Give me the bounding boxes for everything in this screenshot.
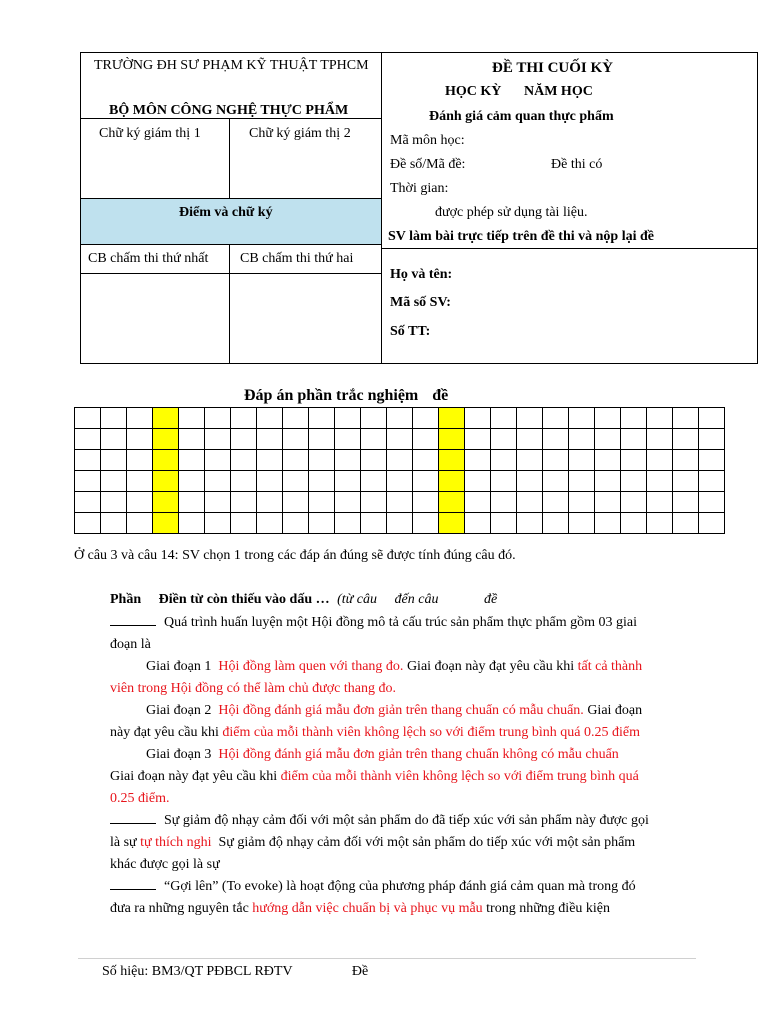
stage1-text: Giai đoạn này đạt yêu cầu khi: [406, 659, 575, 674]
answer-cell[interactable]: [205, 471, 231, 492]
answer-cell[interactable]: [179, 408, 205, 429]
answer-cell[interactable]: [153, 492, 179, 513]
materials-note: được phép sử dụng tài liệu.: [435, 205, 588, 220]
answer-cell[interactable]: [335, 408, 361, 429]
answer-cell[interactable]: [543, 471, 569, 492]
answer-cell[interactable]: [309, 408, 335, 429]
answer-cell[interactable]: [673, 408, 699, 429]
answer-cell[interactable]: [621, 492, 647, 513]
answer-cell[interactable]: [153, 408, 179, 429]
answer-cell[interactable]: [75, 408, 101, 429]
answer-cell[interactable]: [257, 471, 283, 492]
q2-line1: [110, 810, 649, 832]
answer-cell[interactable]: [101, 471, 127, 492]
answer-cell[interactable]: [699, 429, 725, 450]
answer-cell[interactable]: [335, 471, 361, 492]
q1-stage2: [146, 700, 642, 722]
answer-cell[interactable]: [101, 408, 127, 429]
col-line: [229, 118, 230, 198]
answer-cell[interactable]: [309, 450, 335, 471]
answer-cell[interactable]: [439, 450, 465, 471]
answer-title-suffix: đề: [432, 387, 449, 404]
score-signature-label: Điểm và chữ ký: [179, 205, 273, 220]
answer-cell[interactable]: [543, 408, 569, 429]
answer-cell[interactable]: [673, 471, 699, 492]
answer-grid-row: [75, 492, 725, 513]
stage1-label: Giai đoạn 1: [146, 659, 212, 674]
q1-stage3-line2: [110, 766, 639, 788]
answer-cell[interactable]: [231, 408, 257, 429]
q3-line2: [110, 898, 610, 920]
col-line: [229, 244, 230, 364]
answer-cell[interactable]: [257, 492, 283, 513]
answer-cell[interactable]: [283, 471, 309, 492]
answer-grid-row: [75, 429, 725, 450]
answer-cell[interactable]: [335, 513, 361, 534]
answer-cell[interactable]: [647, 408, 673, 429]
answer-cell[interactable]: [75, 450, 101, 471]
answer-cell[interactable]: [335, 492, 361, 513]
answer-cell[interactable]: [439, 471, 465, 492]
answer-cell[interactable]: [413, 450, 439, 471]
q2-text1: Sự giảm độ nhạy cảm đối với một sản phẩm do đã tiếp xúc với sản phẩm này được gọi: [164, 813, 649, 828]
answer-cell[interactable]: [257, 429, 283, 450]
answer-cell[interactable]: [595, 471, 621, 492]
answer-cell[interactable]: [309, 492, 335, 513]
q1-intro: [110, 612, 637, 634]
answer-cell[interactable]: [75, 429, 101, 450]
row-line: [80, 273, 381, 274]
answer-cell[interactable]: [491, 408, 517, 429]
answer-cell[interactable]: [75, 492, 101, 513]
grader1-label: CB chấm thi thứ nhất: [88, 251, 209, 266]
document-code: Số hiệu: BM3/QT PĐBCL RĐTV: [102, 964, 293, 979]
q2-text2b: Sự giảm độ nhạy cảm đối với một sản phẩm do tiếp xúc với một sản phẩm: [218, 835, 636, 850]
student-name-label: Họ và tên:: [390, 267, 453, 282]
subject-name: Đánh giá cảm quan thực phẩm: [429, 109, 614, 124]
semester-label: HỌC KỲ: [445, 84, 502, 99]
stage2-description: Hội đồng đánh giá mẫu đơn giản trên thang chuẩn có mẫu chuẩn.: [218, 703, 584, 718]
answer-cell[interactable]: [231, 513, 257, 534]
part-range-mid: đến câu: [394, 592, 439, 607]
answer-cell[interactable]: [335, 429, 361, 450]
answer-cell[interactable]: [439, 492, 465, 513]
answer-cell[interactable]: [101, 513, 127, 534]
answer-cell[interactable]: [205, 408, 231, 429]
part-range-open: (từ câu: [337, 592, 378, 607]
answer-cell[interactable]: [413, 492, 439, 513]
q2-text2a: là sự: [110, 835, 137, 850]
answer-cell[interactable]: [465, 513, 491, 534]
answer-cell[interactable]: [543, 513, 569, 534]
answer-cell[interactable]: [101, 492, 127, 513]
answer-cell[interactable]: [127, 513, 153, 534]
answer-cell[interactable]: [569, 492, 595, 513]
answer-cell[interactable]: [413, 408, 439, 429]
stage1-description: Hội đồng làm quen với thang đo.: [218, 659, 404, 674]
answer-cell[interactable]: [647, 450, 673, 471]
stage2-criterion: điểm của mỗi thành viên không lệch so với điểm trung bình quá 0.25 điểm: [222, 725, 640, 740]
answer-cell[interactable]: [283, 513, 309, 534]
answer-cell[interactable]: [569, 429, 595, 450]
footer-suffix: Đề: [351, 964, 369, 979]
answer-note: Ở câu 3 và câu 14: SV chọn 1 trong các đáp án đúng sẽ được tính đúng câu đó.: [74, 548, 516, 563]
answer-title-text: Đáp án phần trắc nghiệm: [244, 387, 419, 404]
answer-cell[interactable]: [179, 492, 205, 513]
answer-cell[interactable]: [413, 471, 439, 492]
answer-cell[interactable]: [595, 408, 621, 429]
q2-line2: [110, 832, 635, 854]
answer-cell[interactable]: [101, 450, 127, 471]
answer-cell[interactable]: [465, 492, 491, 513]
duration-label: Thời gian:: [390, 181, 449, 196]
answer-cell[interactable]: [621, 408, 647, 429]
answer-cell[interactable]: [231, 429, 257, 450]
answer-cell[interactable]: [673, 492, 699, 513]
q1-intro-line2: đoạn là: [110, 637, 151, 652]
answer-cell[interactable]: [153, 429, 179, 450]
stage2-text2: này đạt yêu cầu khi: [110, 725, 219, 740]
answer-cell[interactable]: [179, 450, 205, 471]
answer-cell[interactable]: [699, 450, 725, 471]
stage1-criterion: tất cả thành: [577, 659, 643, 674]
answer-cell[interactable]: [257, 408, 283, 429]
q1-intro-text: Quá trình huấn luyện một Hội đồng mô tả cấu trúc sản phẩm thực phẩm gồm 03 giai: [164, 615, 637, 630]
answer-cell[interactable]: [543, 492, 569, 513]
answer-cell[interactable]: [231, 471, 257, 492]
answer-cell[interactable]: [621, 450, 647, 471]
course-code-label: Mã môn học:: [390, 133, 465, 148]
answer-cell[interactable]: [491, 471, 517, 492]
grader2-label: CB chấm thi thứ hai: [240, 251, 354, 266]
answer-cell[interactable]: [595, 513, 621, 534]
answer-cell[interactable]: [153, 513, 179, 534]
exam-number-label: Đề số/Mã đề:: [390, 157, 466, 172]
q3-text2a: đưa ra những nguyên tắc: [110, 901, 249, 916]
answer-blank[interactable]: [110, 811, 156, 824]
answer-cell[interactable]: [387, 450, 413, 471]
answer-cell[interactable]: [465, 408, 491, 429]
answer-cell[interactable]: [465, 429, 491, 450]
answer-cell[interactable]: [127, 408, 153, 429]
answer-cell[interactable]: [439, 513, 465, 534]
answer-cell[interactable]: [595, 450, 621, 471]
row-line: [382, 248, 758, 249]
part-range-end: đề: [483, 592, 498, 607]
answer-cell[interactable]: [465, 450, 491, 471]
answer-cell[interactable]: [491, 492, 517, 513]
row-line: [80, 244, 381, 245]
stage1-criterion-cont: viên trong Hội đồng có thể làm chủ được thang đo.: [110, 681, 396, 696]
answer-cell[interactable]: [673, 429, 699, 450]
answer-grid-row: [75, 513, 725, 534]
answer-cell[interactable]: [361, 429, 387, 450]
answer-cell[interactable]: [647, 471, 673, 492]
footer-divider: [78, 958, 696, 959]
answer-cell[interactable]: [517, 471, 543, 492]
answer-cell[interactable]: [543, 429, 569, 450]
answer-cell[interactable]: [335, 450, 361, 471]
answer-cell[interactable]: [439, 408, 465, 429]
instructions-note: SV làm bài trực tiếp trên đề thi và nộp lại đề: [388, 229, 654, 244]
answer-cell[interactable]: [283, 408, 309, 429]
answer-cell[interactable]: [699, 513, 725, 534]
sequence-number-label: Số TT:: [390, 324, 431, 339]
answer-cell[interactable]: [413, 513, 439, 534]
answer-blank[interactable]: [110, 877, 156, 890]
answer-cell[interactable]: [673, 513, 699, 534]
answer-cell[interactable]: [205, 429, 231, 450]
answer-cell[interactable]: [673, 450, 699, 471]
q3-text2b: trong những điều kiện: [486, 901, 611, 916]
answer-cell[interactable]: [595, 429, 621, 450]
footer: [102, 961, 368, 983]
stage3-description: Hội đồng đánh giá mẫu đơn giản trên thang chuẩn không có mẫu chuẩn: [218, 747, 619, 762]
student-id-label: Mã số SV:: [390, 295, 451, 310]
q3-line1: [110, 876, 636, 898]
answer-cell[interactable]: [491, 429, 517, 450]
answer-cell[interactable]: [569, 471, 595, 492]
answer-cell[interactable]: [179, 471, 205, 492]
stage3-text: Giai đoạn này đạt yêu cầu khi: [110, 769, 278, 784]
q1-stage2-line2: [110, 722, 640, 744]
answer-cell[interactable]: [699, 492, 725, 513]
answer-cell[interactable]: [569, 513, 595, 534]
answer-cell[interactable]: [361, 471, 387, 492]
answer-cell[interactable]: [699, 471, 725, 492]
answer-cell[interactable]: [205, 450, 231, 471]
answer-cell[interactable]: [387, 492, 413, 513]
stage2-text: Giai đoạn: [587, 703, 643, 718]
answer-cell[interactable]: [699, 408, 725, 429]
answer-cell[interactable]: [231, 450, 257, 471]
proctor1-signature-label: Chữ ký giám thị 1: [99, 126, 201, 141]
answer-cell[interactable]: [491, 450, 517, 471]
answer-cell[interactable]: [153, 471, 179, 492]
answer-cell[interactable]: [205, 492, 231, 513]
stage3-label: Giai đoạn 3: [146, 747, 212, 762]
answer-grid-row: [75, 450, 725, 471]
answer-cell[interactable]: [517, 429, 543, 450]
q1-stage1: [146, 656, 642, 678]
answer-cell[interactable]: [257, 450, 283, 471]
q2-answer: tự thích nghi: [140, 835, 212, 850]
answer-cell[interactable]: [491, 513, 517, 534]
answer-cell[interactable]: [309, 513, 335, 534]
page-count-label: Đề thi có: [551, 157, 603, 172]
answer-cell[interactable]: [621, 429, 647, 450]
q3-answer: hướng dẫn việc chuẩn bị và phục vụ mẫu: [252, 901, 483, 916]
academic-year-label: NĂM HỌC: [524, 84, 593, 99]
answer-cell[interactable]: [621, 471, 647, 492]
answer-grid-row: [75, 408, 725, 429]
answer-cell[interactable]: [309, 429, 335, 450]
stage3-criterion: điểm của mỗi thành viên không lệch so với điểm trung bình quá: [280, 769, 639, 784]
answer-cell[interactable]: [127, 492, 153, 513]
exam-title: ĐỀ THI CUỐI KỲ: [492, 60, 613, 76]
answer-cell[interactable]: [101, 429, 127, 450]
answer-cell[interactable]: [647, 429, 673, 450]
answer-cell[interactable]: [517, 492, 543, 513]
part-label: Phần: [110, 592, 142, 607]
answer-grid: [74, 407, 725, 534]
answer-cell[interactable]: [543, 450, 569, 471]
stage3-criterion-cont: 0.25 điểm.: [110, 791, 170, 806]
answer-cell[interactable]: [75, 513, 101, 534]
answer-cell[interactable]: [179, 429, 205, 450]
part-heading: [110, 589, 497, 611]
answer-blank[interactable]: [110, 613, 156, 626]
department-name: BỘ MÔN CÔNG NGHỆ THỰC PHẨM: [109, 103, 349, 118]
answer-cell[interactable]: [439, 429, 465, 450]
q2-line3: khác được gọi là sự: [110, 857, 220, 872]
school-name: TRƯỜNG ĐH SƯ PHẠM KỸ THUẬT TPHCM: [94, 58, 369, 73]
answer-cell[interactable]: [75, 471, 101, 492]
answer-cell[interactable]: [283, 429, 309, 450]
q1-stage3: [146, 744, 619, 766]
answer-cell[interactable]: [387, 408, 413, 429]
answer-cell[interactable]: [517, 408, 543, 429]
answer-cell[interactable]: [127, 429, 153, 450]
stage2-label: Giai đoạn 2: [146, 703, 212, 718]
answer-cell[interactable]: [387, 429, 413, 450]
part-instruction: Điền từ còn thiếu vào dấu …: [158, 592, 330, 607]
answer-cell[interactable]: [647, 492, 673, 513]
header-divider: [381, 52, 382, 364]
answer-cell[interactable]: [387, 513, 413, 534]
answer-cell[interactable]: [465, 471, 491, 492]
answer-cell[interactable]: [361, 408, 387, 429]
answer-section-title: [244, 387, 448, 405]
answer-cell[interactable]: [361, 450, 387, 471]
answer-cell[interactable]: [361, 513, 387, 534]
answer-cell[interactable]: [361, 492, 387, 513]
answer-cell[interactable]: [309, 471, 335, 492]
answer-cell[interactable]: [231, 492, 257, 513]
answer-cell[interactable]: [647, 513, 673, 534]
answer-cell[interactable]: [517, 513, 543, 534]
answer-cell[interactable]: [205, 513, 231, 534]
proctor2-signature-label: Chữ ký giám thị 2: [249, 126, 351, 141]
answer-cell[interactable]: [387, 471, 413, 492]
answer-cell[interactable]: [257, 513, 283, 534]
answer-cell[interactable]: [569, 408, 595, 429]
answer-cell[interactable]: [569, 450, 595, 471]
q3-text1: “Gợi lên” (To evoke) là hoạt động của phương pháp đánh giá cảm quan mà trong đó: [164, 879, 636, 894]
answer-cell[interactable]: [127, 450, 153, 471]
answer-cell[interactable]: [283, 492, 309, 513]
answer-cell[interactable]: [413, 429, 439, 450]
answer-grid-row: [75, 471, 725, 492]
answer-cell[interactable]: [127, 471, 153, 492]
answer-cell[interactable]: [621, 513, 647, 534]
answer-cell[interactable]: [283, 450, 309, 471]
answer-cell[interactable]: [153, 450, 179, 471]
answer-cell[interactable]: [517, 450, 543, 471]
answer-cell[interactable]: [179, 513, 205, 534]
answer-cell[interactable]: [595, 492, 621, 513]
